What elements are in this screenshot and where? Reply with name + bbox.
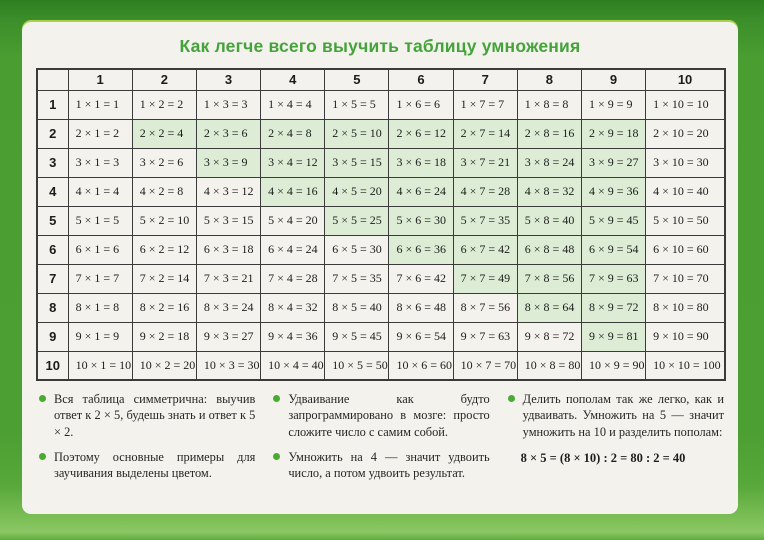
table-cell: 9 × 1 = 9 (68, 322, 132, 351)
table-cell-highlighted: 2 × 4 = 8 (261, 119, 325, 148)
note-bullet (38, 449, 255, 482)
table-cell-highlighted: 6 × 6 = 36 (389, 235, 453, 264)
bullet-dot-icon (273, 395, 280, 402)
table-cell: 7 × 3 = 21 (196, 264, 260, 293)
table-cell: 7 × 5 = 35 (325, 264, 389, 293)
table-cell-highlighted: 2 × 8 = 16 (517, 119, 581, 148)
table-cell: 1 × 6 = 6 (389, 90, 453, 119)
table-cell-highlighted: 6 × 9 = 54 (581, 235, 645, 264)
table-cell: 1 × 7 = 7 (453, 90, 517, 119)
note-text: Умножить на 4 — значит удвоить число, а потом удвоить результат. (288, 449, 490, 480)
table-cell: 8 × 2 = 16 (132, 293, 196, 322)
row-header: 7 (37, 264, 68, 293)
table-cell-highlighted: 6 × 8 = 48 (517, 235, 581, 264)
table-cell: 7 × 1 = 7 (68, 264, 132, 293)
table-cell: 7 × 10 = 70 (646, 264, 725, 293)
table-cell: 9 × 2 = 18 (132, 322, 196, 351)
table-cell-highlighted: 4 × 6 = 24 (389, 177, 453, 206)
table-cell: 1 × 10 = 10 (646, 90, 725, 119)
table-cell-highlighted: 3 × 9 = 27 (581, 148, 645, 177)
table-row (37, 119, 725, 148)
table-cell: 10 × 4 = 40 (261, 351, 325, 380)
table-cell-highlighted: 4 × 7 = 28 (453, 177, 517, 206)
table-body (37, 90, 725, 380)
row-header: 3 (37, 148, 68, 177)
table-cell: 7 × 4 = 28 (261, 264, 325, 293)
table-cell: 8 × 10 = 80 (646, 293, 725, 322)
row-header: 9 (37, 322, 68, 351)
table-row (37, 293, 725, 322)
column-header: 6 (389, 69, 453, 90)
table-row (37, 90, 725, 119)
table-cell: 2 × 1 = 2 (68, 119, 132, 148)
table-corner-cell (37, 69, 68, 90)
table-cell-highlighted: 6 × 7 = 42 (453, 235, 517, 264)
table-cell: 9 × 6 = 54 (389, 322, 453, 351)
note-column (507, 391, 724, 490)
table-cell: 10 × 5 = 50 (325, 351, 389, 380)
table-cell: 6 × 3 = 18 (196, 235, 260, 264)
table-cell: 10 × 6 = 60 (389, 351, 453, 380)
table-cell-highlighted: 3 × 3 = 9 (196, 148, 260, 177)
table-cell: 2 × 10 = 20 (646, 119, 725, 148)
table-cell: 6 × 4 = 24 (261, 235, 325, 264)
table-cell: 6 × 2 = 12 (132, 235, 196, 264)
table-cell: 1 × 1 = 1 (68, 90, 132, 119)
table-row (37, 235, 725, 264)
table-cell: 8 × 4 = 32 (261, 293, 325, 322)
bullet-dot-icon (39, 453, 46, 460)
table-row (37, 351, 725, 380)
table-cell-highlighted: 8 × 9 = 72 (581, 293, 645, 322)
row-header: 1 (37, 90, 68, 119)
table-cell: 4 × 2 = 8 (132, 177, 196, 206)
column-header: 10 (646, 69, 725, 90)
table-cell: 7 × 6 = 42 (389, 264, 453, 293)
table-cell-highlighted: 7 × 8 = 56 (517, 264, 581, 293)
note-column (272, 391, 489, 490)
note-text: Вся таблица симметрична: выучив ответ к 2 × 5, будешь знать и ответ к 5 × 2. (54, 392, 256, 439)
table-cell-highlighted: 4 × 8 = 32 (517, 177, 581, 206)
bullet-dot-icon (508, 395, 515, 402)
table-cell-highlighted: 3 × 4 = 12 (261, 148, 325, 177)
table-cell-highlighted: 5 × 7 = 35 (453, 206, 517, 235)
table-cell: 8 × 7 = 56 (453, 293, 517, 322)
table-cell-highlighted: 2 × 9 = 18 (581, 119, 645, 148)
table-cell: 10 × 10 = 100 (646, 351, 725, 380)
table-cell: 4 × 1 = 4 (68, 177, 132, 206)
notes-section (38, 391, 724, 490)
table-cell-highlighted: 4 × 9 = 36 (581, 177, 645, 206)
table-cell: 1 × 8 = 8 (517, 90, 581, 119)
table-cell: 7 × 2 = 14 (132, 264, 196, 293)
note-text: Делить пополам так же легко, как и удваивать. Умножить на 5 — значит умножить на 10 и разделить пополам: (522, 392, 724, 439)
bullet-dot-icon (39, 395, 46, 402)
table-cell: 5 × 1 = 5 (68, 206, 132, 235)
table-cell: 10 × 7 = 70 (453, 351, 517, 380)
table-cell-highlighted: 4 × 4 = 16 (261, 177, 325, 206)
table-cell: 3 × 2 = 6 (132, 148, 196, 177)
table-cell-highlighted: 5 × 5 = 25 (325, 206, 389, 235)
row-header: 8 (37, 293, 68, 322)
note-text: Удваивание как будто запрограммировано в мозге: просто сложите число с самим собой. (288, 392, 490, 439)
table-cell: 9 × 4 = 36 (261, 322, 325, 351)
table-cell-highlighted: 5 × 9 = 45 (581, 206, 645, 235)
table-cell: 4 × 10 = 40 (646, 177, 725, 206)
note-column (38, 391, 255, 490)
column-header: 2 (132, 69, 196, 90)
table-cell-highlighted: 7 × 9 = 63 (581, 264, 645, 293)
multiplication-table (36, 68, 726, 381)
table-cell: 9 × 5 = 45 (325, 322, 389, 351)
table-cell: 6 × 1 = 6 (68, 235, 132, 264)
table-cell: 8 × 6 = 48 (389, 293, 453, 322)
poster-card (22, 22, 738, 514)
column-header: 4 (261, 69, 325, 90)
table-cell-highlighted: 5 × 8 = 40 (517, 206, 581, 235)
table-cell-highlighted: 3 × 6 = 18 (389, 148, 453, 177)
table-cell: 9 × 3 = 27 (196, 322, 260, 351)
table-cell: 1 × 2 = 2 (132, 90, 196, 119)
note-bullet (38, 391, 255, 440)
table-cell: 10 × 2 = 20 (132, 351, 196, 380)
table-cell: 1 × 3 = 3 (196, 90, 260, 119)
table-cell: 8 × 1 = 8 (68, 293, 132, 322)
table-cell: 6 × 5 = 30 (325, 235, 389, 264)
table-cell-highlighted: 3 × 8 = 24 (517, 148, 581, 177)
table-cell: 9 × 8 = 72 (517, 322, 581, 351)
table-cell-highlighted: 2 × 6 = 12 (389, 119, 453, 148)
note-bullet (272, 391, 489, 440)
table-cell: 5 × 10 = 50 (646, 206, 725, 235)
table-cell-highlighted: 2 × 5 = 10 (325, 119, 389, 148)
column-header: 9 (581, 69, 645, 90)
row-header: 2 (37, 119, 68, 148)
table-cell-highlighted: 8 × 8 = 64 (517, 293, 581, 322)
table-cell: 10 × 3 = 30 (196, 351, 260, 380)
note-bullet (507, 391, 724, 440)
table-cell: 8 × 3 = 24 (196, 293, 260, 322)
table-cell: 1 × 4 = 4 (261, 90, 325, 119)
table-cell-highlighted: 7 × 7 = 49 (453, 264, 517, 293)
formula-text: 8 × 5 = (8 × 10) : 2 = 80 : 2 = 40 (520, 450, 686, 465)
table-cell: 1 × 9 = 9 (581, 90, 645, 119)
table-cell-highlighted: 5 × 6 = 30 (389, 206, 453, 235)
table-cell-highlighted: 3 × 5 = 15 (325, 148, 389, 177)
table-cell-highlighted: 3 × 7 = 21 (453, 148, 517, 177)
poster-title: Как легче всего выучить таблицу умножения (179, 36, 581, 56)
table-header-row (37, 69, 725, 90)
column-header: 3 (196, 69, 260, 90)
note-bullet (272, 449, 489, 482)
table-cell-highlighted: 9 × 9 = 81 (581, 322, 645, 351)
table-cell: 9 × 7 = 63 (453, 322, 517, 351)
table-cell: 3 × 10 = 30 (646, 148, 725, 177)
table-row (37, 264, 725, 293)
table-cell: 4 × 3 = 12 (196, 177, 260, 206)
table-cell: 5 × 2 = 10 (132, 206, 196, 235)
table-cell: 9 × 10 = 90 (646, 322, 725, 351)
table-cell: 10 × 1 = 10 (68, 351, 132, 380)
table-cell-highlighted: 2 × 3 = 6 (196, 119, 260, 148)
row-header: 6 (37, 235, 68, 264)
row-header: 10 (37, 351, 68, 380)
table-cell: 8 × 5 = 40 (325, 293, 389, 322)
bullet-dot-icon (273, 453, 280, 460)
table-cell: 10 × 9 = 90 (581, 351, 645, 380)
table-cell-highlighted: 4 × 5 = 20 (325, 177, 389, 206)
table-row (37, 322, 725, 351)
table-row (37, 177, 725, 206)
table-cell-highlighted: 2 × 7 = 14 (453, 119, 517, 148)
table-cell: 10 × 8 = 80 (517, 351, 581, 380)
column-header: 5 (325, 69, 389, 90)
row-header: 5 (37, 206, 68, 235)
table-cell: 6 × 10 = 60 (646, 235, 725, 264)
table-cell: 3 × 1 = 3 (68, 148, 132, 177)
column-header: 8 (517, 69, 581, 90)
table-row (37, 148, 725, 177)
table-row (37, 206, 725, 235)
column-header: 7 (453, 69, 517, 90)
table-cell: 5 × 3 = 15 (196, 206, 260, 235)
table-cell: 1 × 5 = 5 (325, 90, 389, 119)
row-header: 4 (37, 177, 68, 206)
table-cell: 5 × 4 = 20 (261, 206, 325, 235)
column-header: 1 (68, 69, 132, 90)
table-cell-highlighted: 2 × 2 = 4 (132, 119, 196, 148)
note-text: Поэтому основные примеры для заучивания выделены цветом. (54, 449, 256, 480)
